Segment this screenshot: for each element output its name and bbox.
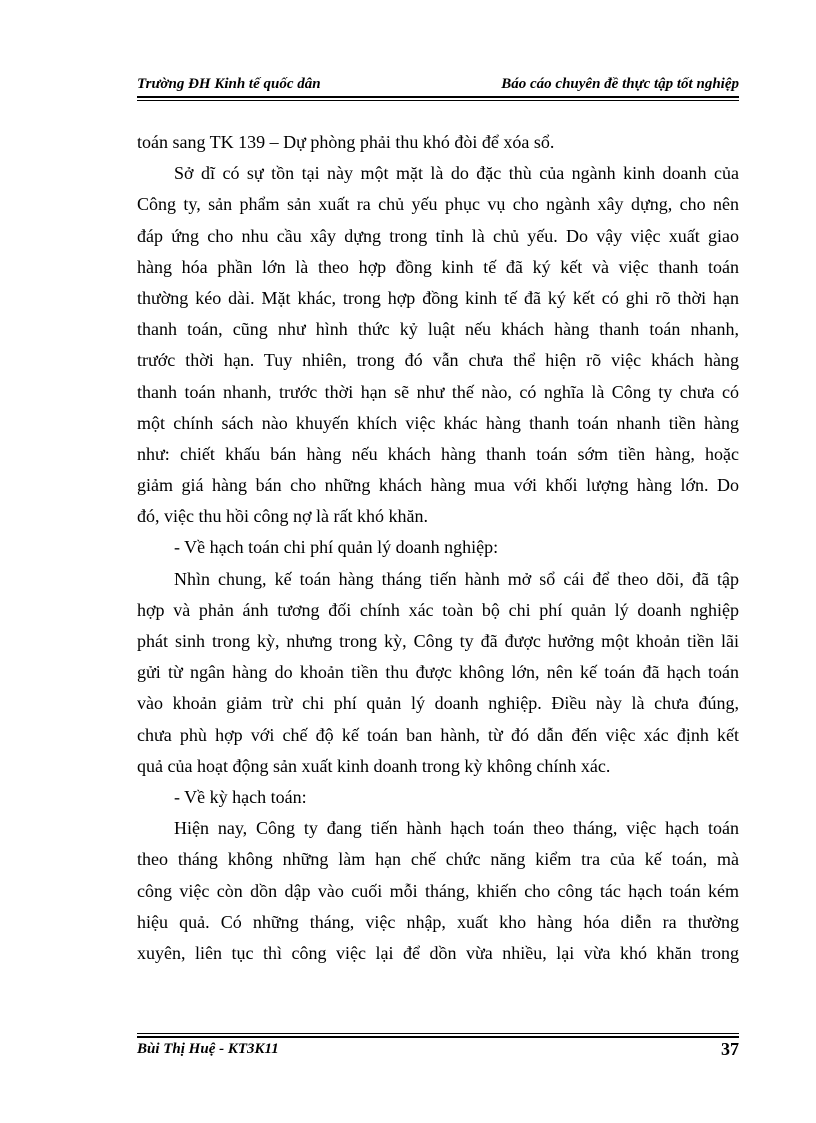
body-line: Hiện nay, Công ty đang tiến hành hạch toán theo tháng, việc hạch toán [174, 818, 739, 839]
body-line: trước thời hạn. Tuy nhiên, trong đó vẫn chưa thể hiện rõ việc khách hàng [137, 350, 739, 371]
body-line: hàng hóa phần lớn là theo hợp đồng kinh tế đã ký kết và việc thanh toán [137, 256, 739, 277]
body-line: thanh toán nhanh, trước thời hạn sẽ như thế nào, có nghĩa là Công ty chưa có [137, 381, 739, 402]
body-line: đó, việc thu hồi công nợ là rất khó khăn. [137, 506, 428, 527]
body-line: đáp ứng cho nhu cầu xây dựng trong tỉnh là chủ yếu. Do vậy việc xuất giao [137, 225, 739, 246]
body-line: chưa phù hợp với chế độ kế toán ban hành, từ đó dẫn đến việc xác định kết [137, 724, 739, 745]
body-line: một chính sách nào khuyến khích việc khác hàng thanh toán nhanh tiền hàng [137, 412, 739, 433]
body-line: toán sang TK 139 – Dự phòng phải thu khó đòi để xóa sổ. [137, 132, 555, 152]
body-line: giảm giá hàng bán cho những khách hàng mua với khối lượng hàng lớn. Do [137, 475, 739, 496]
body-line: theo tháng không những làm hạn chế chức năng kiểm tra của kế toán, mà [137, 849, 739, 870]
body-line: thanh toán, cũng như hình thức kỷ luật nếu khách hàng thanh toán nhanh, [137, 319, 739, 340]
page-number: 37 [721, 1039, 739, 1059]
section-heading: - Về kỳ hạch toán: [174, 786, 307, 807]
body-line: như: chiết khấu bán hàng nếu khách hàng thanh toán sớm tiền hàng, hoặc [137, 443, 739, 464]
body-line: vào khoản giảm trừ chi phí quản lý doanh nghiệp. Điều này là chưa đúng, [137, 693, 739, 714]
section-heading: - Về hạch toán chi phí quản lý doanh nghiệp: [174, 537, 499, 558]
body-line: hợp và phản ánh tương đối chính xác toàn bộ chi phí quản lý doanh nghiệp [137, 599, 739, 620]
footer-author: Bùi Thị Huệ - KT3K11 [137, 1041, 279, 1057]
header-university: Trường ĐH Kinh tế quốc dân [137, 76, 321, 92]
footer-rule-thick [137, 1036, 739, 1038]
header-report-title: Báo cáo chuyên đề thực tập tốt nghiệp [501, 76, 739, 92]
body-line: gửi từ ngân hàng do khoản tiền thu được không lớn, nên kế toán đã hạch toán [137, 662, 739, 683]
body-line: xuyên, liên tục thì công việc lại để dồn vừa nhiều, lại vừa khó khăn trong [137, 942, 739, 963]
body-line: Sở dĩ có sự tồn tại này một mặt là do đặc thù của ngành kinh doanh của [174, 163, 739, 184]
body-line: phát sinh trong kỳ, nhưng trong kỳ, Công ty đã được hưởng một khoản tiền lãi [137, 631, 739, 651]
body-line: Công ty, sản phẩm sản xuất ra chủ yếu phục vụ cho ngành xây dựng, cho nên [137, 194, 739, 215]
header-rule-thick [137, 96, 739, 98]
page-footer [137, 1041, 739, 1065]
body-line: thường kéo dài. Mặt khác, trong hợp đồng kinh tế đã ký kết có ghi rõ thời hạn [137, 287, 739, 308]
body-line: hiệu quả. Có những tháng, việc nhập, xuất kho hàng hóa diễn ra thường [137, 911, 739, 932]
body-line: công việc còn dồn dập vào cuối mỗi tháng, khiến cho công tác hạch toán kém [137, 880, 739, 901]
body-line: Nhìn chung, kế toán hàng tháng tiến hành mở sổ cái để theo dõi, đã tập [174, 568, 739, 589]
body-text [137, 127, 739, 969]
footer-rule-thin [137, 1033, 739, 1034]
header-rule-thin [137, 100, 739, 101]
body-line: quả của hoạt động sản xuất kinh doanh trong kỳ không chính xác. [137, 755, 611, 776]
page-header [137, 74, 739, 96]
